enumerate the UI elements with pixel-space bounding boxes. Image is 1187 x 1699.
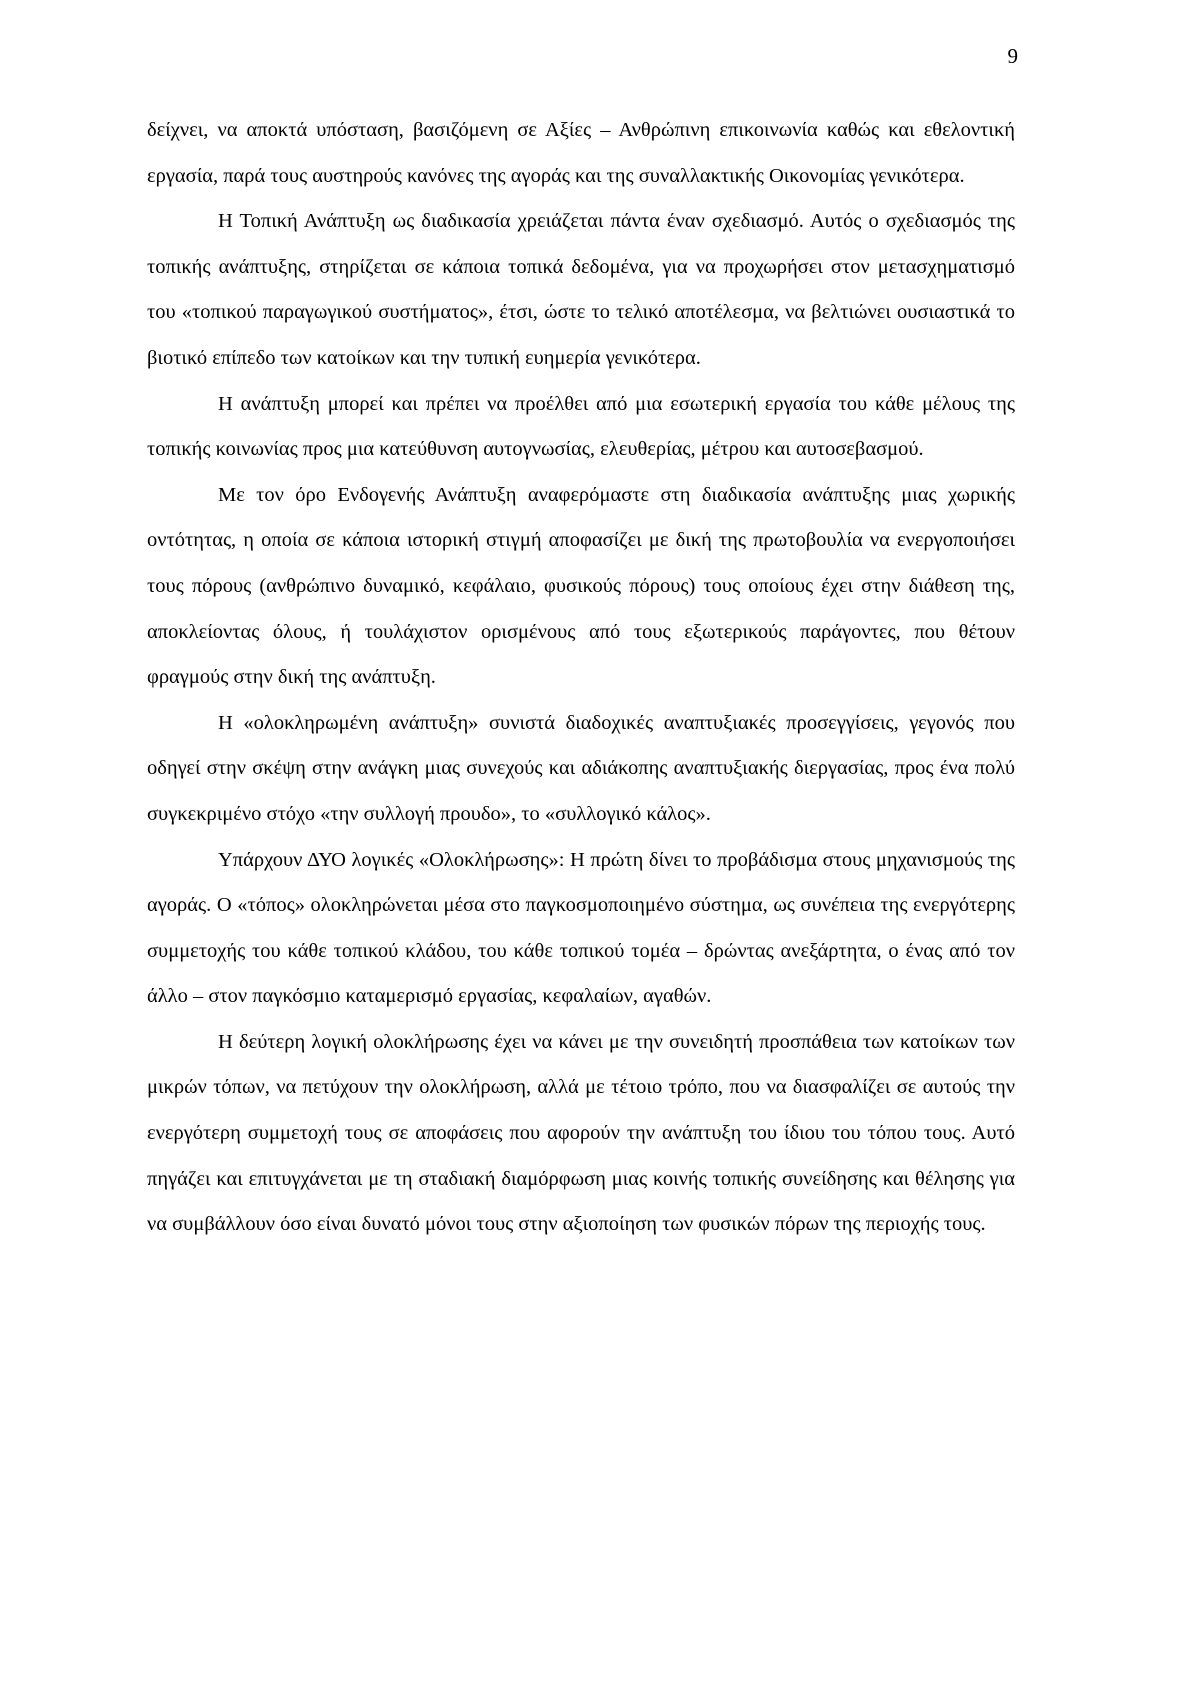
paragraph-two-logics: Υπάρχουν ΔΥΟ λογικές «Ολοκλήρωσης»: Η πρώτη δίνει το προβάδισμα στους μηχανισμούς της αγοράς. Ο «τόπος» ολοκληρώνεται μέσα στο παγκοσμοποιημένο σύστημα, ως συνέπεια της ενεργότερης συμμετοχής του κάθε τοπικού κλάδου, του κάθε τοπικού τομέα – δρώντας ανεξάρτητα, ο ένας από τον άλλο – στον παγκόσμιο καταμερισμό εργασίας, κεφαλαίων, αγαθών. <box>147 848 1015 1008</box>
paragraph-local-development-planning: Η Τοπική Ανάπτυξη ως διαδικασία χρειάζεται πάντα έναν σχεδιασμό. Αυτός ο σχεδιασμός της τοπικής ανάπτυξης, στηρίζεται σε κάποια τοπικά δεδομένα, για να προχωρήσει στον μετασχηματισμό του «τοπικού παραγωγικού συστήματος», έτσι, ώστε το τελικό αποτέλεσμα, να βελτιώνει ουσιαστικά το βιοτικό επίπεδο των κατοίκων και την τυπική ευημερία γενικότερα. <box>147 210 1015 369</box>
paragraph-second-logic: Η δεύτερη λογική ολοκλήρωσης έχει να κάνει με την συνειδητή προσπάθεια των κατοίκων των μικρών τόπων, να πετύχουν την ολοκλήρωση, αλλά με τέτοιο τρόπο, που να διασφαλίζει σε αυτούς την ενεργότερη συμμετοχή τους σε αποφάσεις που αφορούν την ανάπτυξη του ίδιου του τόπου τους. Αυτό πηγάζει και επιτυγχάνεται με τη σταδιακή διαμόρφωση μιας κοινής τοπικής συνείδησης και θέλησης για να συμβάλλουν όσο είναι δυνατό μόνοι τους στην αξιοποίηση των φυσικών πόρων της περιοχής τους. <box>147 1030 1015 1236</box>
page-number: 9 <box>1007 44 1018 68</box>
paragraph-integrated-development: Η «ολοκληρωμένη ανάπτυξη» συνιστά διαδοχικές αναπτυξιακές προσεγγίσεις, γεγονός που οδηγεί στην σκέψη στην ανάγκη μιας συνεχούς και αδιάκοπης αναπτυξιακής διεργασίας, προς ένα πολύ συγκεκριμένο στόχο «την συλλογή προυδο», το «συλλογικό κάλος». <box>147 711 1015 825</box>
paragraph-inner-work: Η ανάπτυξη μπορεί και πρέπει να προέλθει από μια εσωτερική εργασία του κάθε μέλους της τοπικής κοινωνίας προς μια κατεύθυνση αυτογνωσίας, ελευθερίας, μέτρου και αυτοσεβασμού. <box>147 392 1015 461</box>
paragraph-endogenous-development: Με τον όρο Ενδογενής Ανάπτυξη αναφερόμαστε στη διαδικασία ανάπτυξης μιας χωρικής οντότητας, η οποία σε κάποια ιστορική στιγμή αποφασίζει με δική της πρωτοβουλία να ενεργοποιήσει τους πόρους (ανθρώπινο δυναμικό, κεφάλαιο, φυσικούς πόρους) τους οποίους έχει στην διάθεση της, αποκλείοντας όλους, ή τουλάχιστον ορισμένους από τους εξωτερικούς παράγοντες, που θέτουν φραγμούς στην δική της ανάπτυξη. <box>147 483 1015 689</box>
paragraph-continuation: δείχνει, να αποκτά υπόσταση, βασιζόμενη σε Αξίες – Ανθρώπινη επικοινωνία καθώς και εθελοντική εργασία, παρά τους αυστηρούς κανόνες της αγοράς και της συναλλακτικής Οικονομίας γενικότερα. <box>147 119 1015 187</box>
body-text <box>147 108 1015 1248</box>
